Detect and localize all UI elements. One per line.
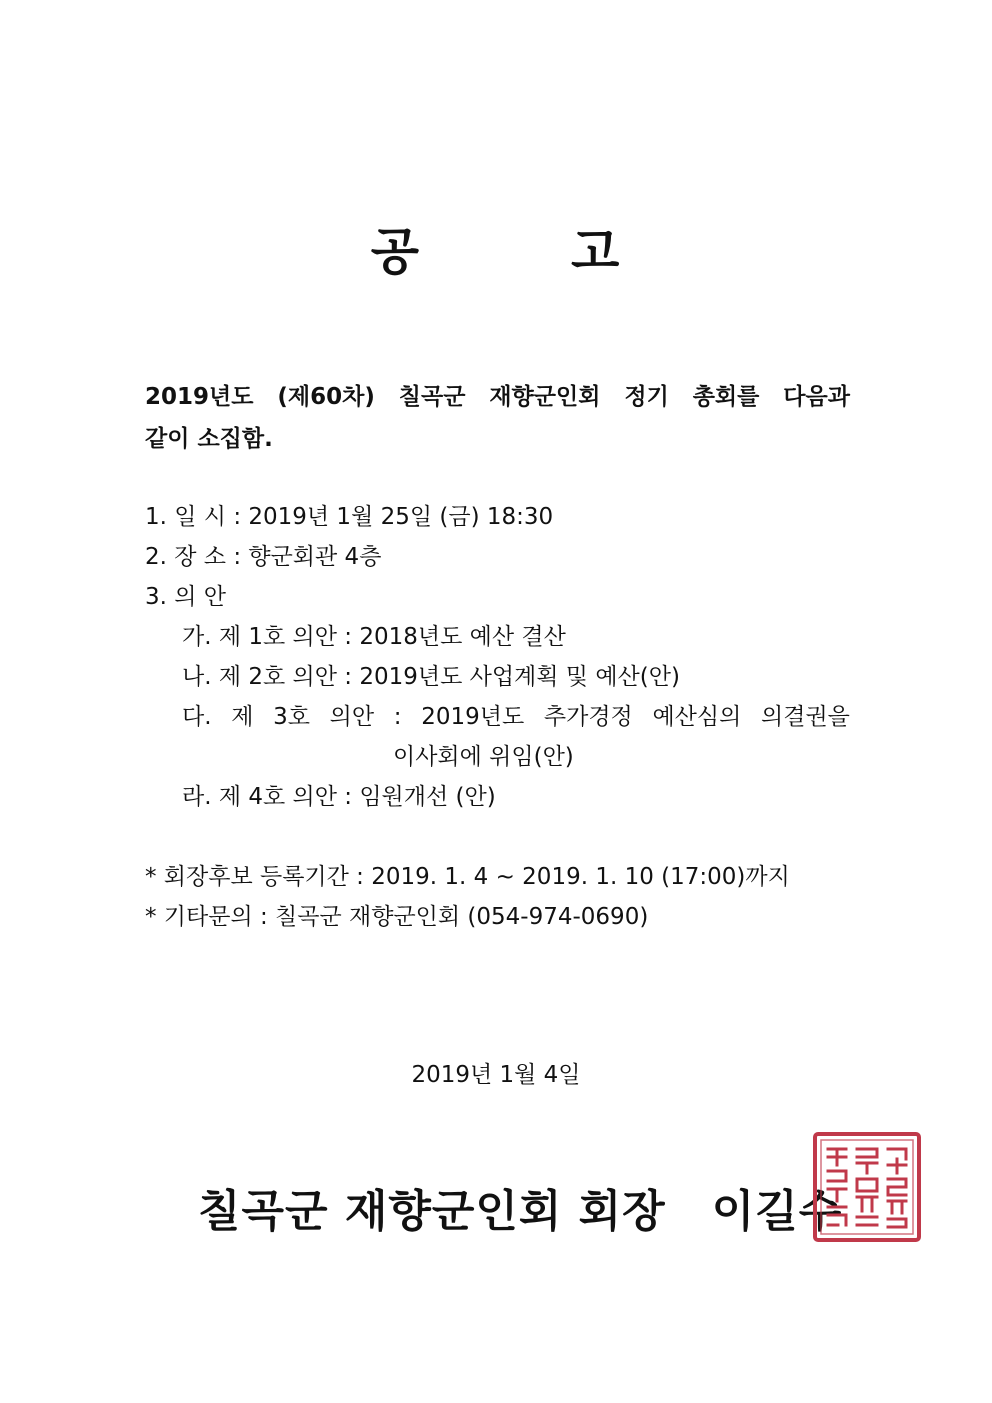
agenda-word: : — [393, 704, 402, 730]
item-schedule: 1. 일 시 : 2019년 1월 25일 (금) 18:30 — [145, 504, 554, 530]
agenda-word: 예산심의 — [652, 704, 742, 730]
agenda-item-2: 나. 제 2호 의안 : 2019년도 사업계획 및 예산(안) — [182, 664, 680, 690]
agenda-word: 의안 — [329, 704, 375, 730]
signature-line — [198, 1175, 842, 1239]
intro-word: 재향군인회 — [489, 384, 601, 410]
agenda-item-3-continued: 이사회에 위임(안) — [393, 744, 574, 770]
official-seal-icon — [812, 1131, 922, 1243]
agenda-word: 제 — [231, 704, 254, 730]
agenda-word: 추가경정 — [543, 704, 633, 730]
item-venue: 2. 장 소 : 향군회관 4층 — [145, 544, 382, 570]
agenda-word: 3호 — [273, 704, 310, 730]
agenda-word: 2019년도 — [421, 704, 525, 730]
note-contact: * 기타문의 : 칠곡군 재향군인회 (054-974-0690) — [145, 904, 649, 930]
signature-name: 이길수 — [711, 1186, 843, 1237]
item-agenda: 3. 의 안 — [145, 584, 227, 610]
agenda-word: 다. — [182, 704, 212, 730]
document-date: 2019년 1월 4일 — [411, 1062, 581, 1088]
intro-word: 2019년도 — [145, 384, 254, 410]
intro-word: (제60차) — [277, 384, 375, 410]
intro-line-1 — [145, 377, 850, 417]
agenda-item-1: 가. 제 1호 의안 : 2018년도 예산 결산 — [182, 624, 566, 650]
intro-word: 다음과 — [783, 384, 850, 410]
signature-organization: 칠곡군 재향군인회 회장 — [198, 1186, 666, 1237]
agenda-word: 의결권을 — [761, 704, 850, 730]
note-candidate-registration: * 회장후보 등록기간 : 2019. 1. 4 ~ 2019. 1. 10 (17:00)까지 — [145, 864, 790, 890]
intro-line-2: 같이 소집함. — [145, 426, 273, 452]
intro-word: 총회를 — [692, 384, 760, 410]
agenda-item-3 — [182, 700, 850, 734]
agenda-item-4: 라. 제 4호 의안 : 임원개선 (안) — [182, 784, 496, 810]
title-char-right: 고 — [571, 223, 622, 281]
document-title — [0, 212, 992, 284]
intro-word: 칠곡군 — [398, 384, 466, 410]
title-char-left: 공 — [370, 223, 421, 281]
intro-word: 정기 — [624, 384, 669, 410]
